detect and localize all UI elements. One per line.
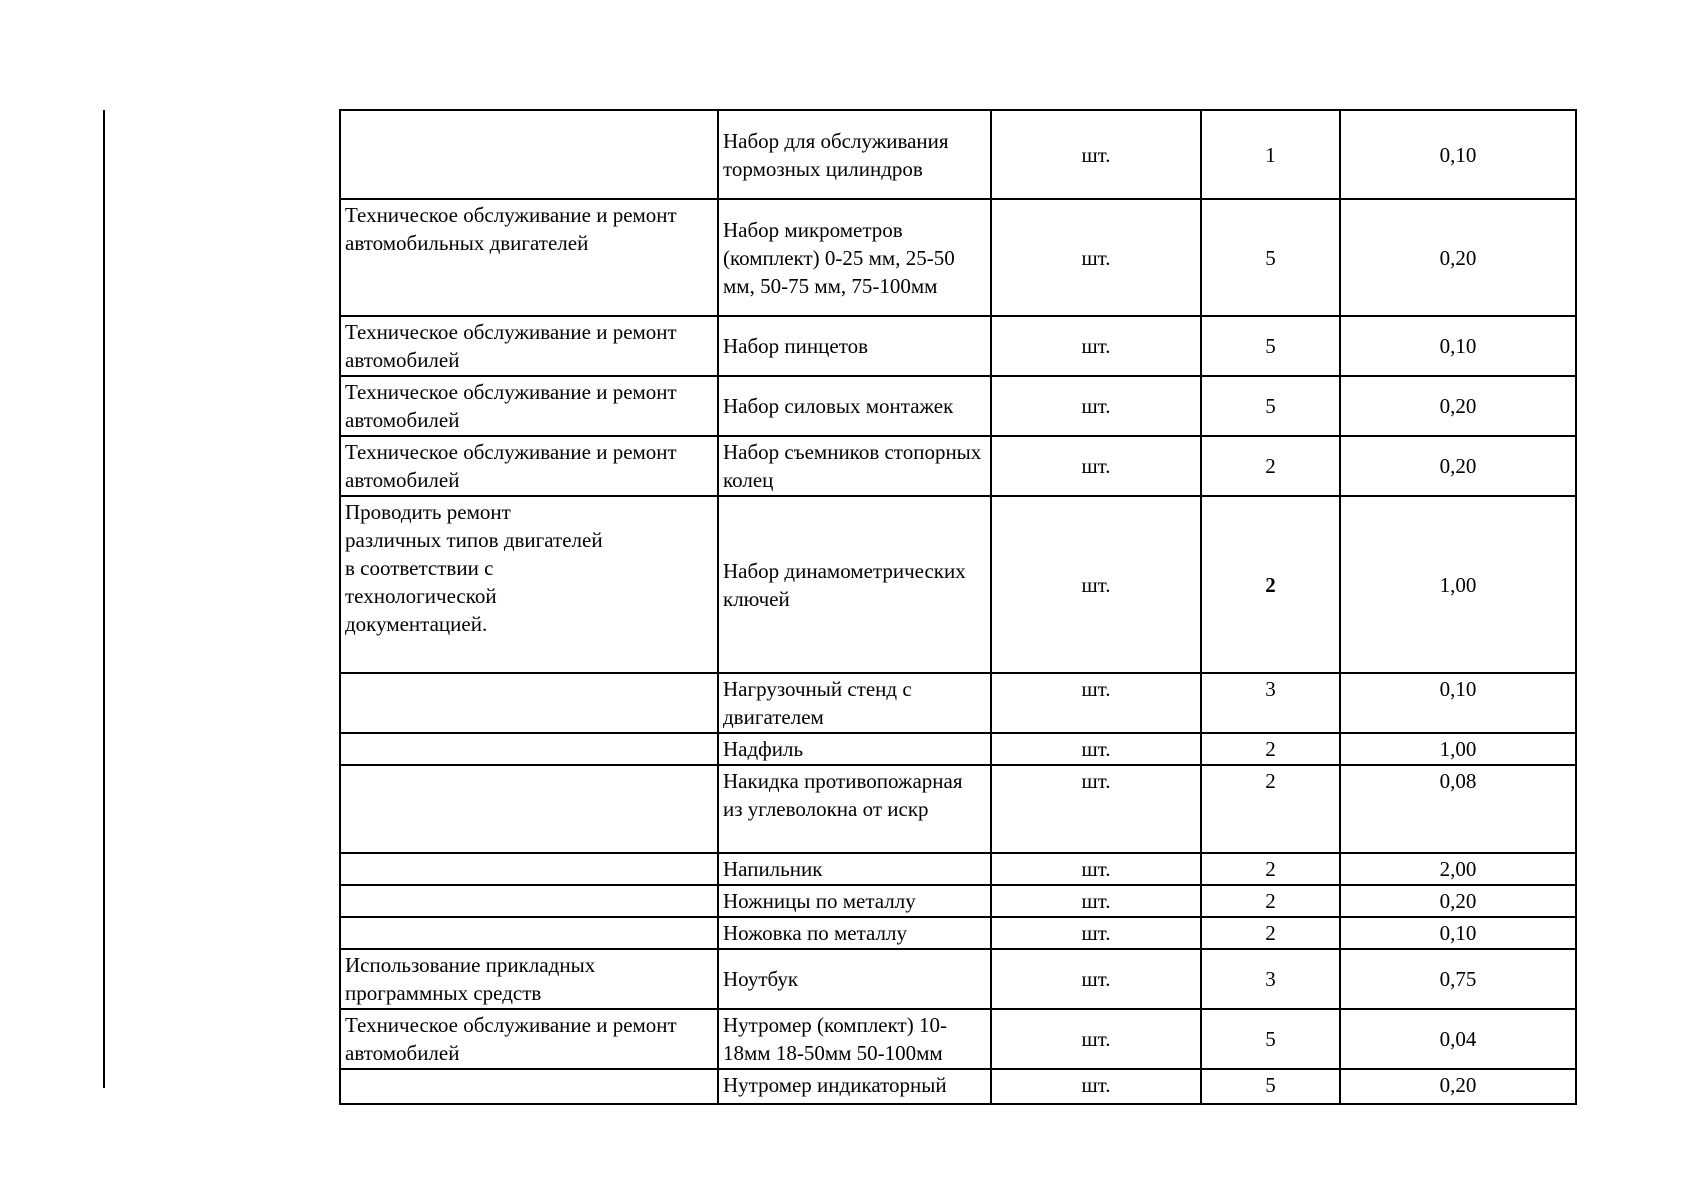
- competence-cell: Использование прикладных программных средств: [340, 949, 718, 1009]
- coefficient-cell: 0,04: [1340, 1009, 1576, 1069]
- table-row: [340, 376, 1576, 436]
- unit-cell: шт.: [991, 765, 1201, 853]
- unit-cell: шт.: [991, 199, 1201, 316]
- equipment-name-cell: Набор динамометрических ключей: [718, 496, 991, 673]
- competence-cell: [340, 917, 718, 949]
- quantity-cell: 5: [1201, 316, 1340, 376]
- equipment-name-cell: Нутромер индикаторный: [718, 1069, 991, 1104]
- coefficient-cell: 2,00: [1340, 853, 1576, 885]
- competence-cell: Техническое обслуживание и ремонт автомобильных двигателей: [340, 199, 718, 316]
- quantity-cell: 5: [1201, 376, 1340, 436]
- quantity-cell: 2: [1201, 436, 1340, 496]
- coefficient-cell: 0,10: [1340, 316, 1576, 376]
- coefficient-cell: 0,20: [1340, 436, 1576, 496]
- quantity-cell: 3: [1201, 673, 1340, 733]
- coefficient-cell: 0,10: [1340, 110, 1576, 199]
- coefficient-cell: 0,08: [1340, 765, 1576, 853]
- competence-cell: [340, 765, 718, 853]
- left-margin-line: [103, 110, 105, 1088]
- coefficient-cell: 0,20: [1340, 885, 1576, 917]
- table-row: [340, 673, 1576, 733]
- quantity-cell: 5: [1201, 199, 1340, 316]
- unit-cell: шт.: [991, 949, 1201, 1009]
- equipment-name-cell: Набор съемников стопорных колец: [718, 436, 991, 496]
- quantity-cell: 5: [1201, 1069, 1340, 1104]
- equipment-name-cell: Набор силовых монтажек: [718, 376, 991, 436]
- equipment-name-cell: Нутромер (комплект) 10-18мм 18-50мм 50-100мм: [718, 1009, 991, 1069]
- table-row: [340, 199, 1576, 316]
- coefficient-cell: 0,20: [1340, 199, 1576, 316]
- coefficient-cell: 1,00: [1340, 496, 1576, 673]
- competence-cell: Проводить ремонт различных типов двигателей в соответствии с технологической документацией.: [340, 496, 718, 673]
- coefficient-cell: 0,10: [1340, 917, 1576, 949]
- unit-cell: шт.: [991, 376, 1201, 436]
- coefficient-cell: 1,00: [1340, 733, 1576, 765]
- coefficient-cell: 0,10: [1340, 673, 1576, 733]
- quantity-cell: 2: [1201, 765, 1340, 853]
- quantity-cell: 2: [1201, 917, 1340, 949]
- equipment-name-cell: Накидка противопожарная из углеволокна от искр: [718, 765, 991, 853]
- unit-cell: шт.: [991, 316, 1201, 376]
- table-row: [340, 436, 1576, 496]
- equipment-name-cell: Ножовка по металлу: [718, 917, 991, 949]
- competence-cell: Техническое обслуживание и ремонт автомобилей: [340, 376, 718, 436]
- equipment-name-cell: Надфиль: [718, 733, 991, 765]
- quantity-cell: 1: [1201, 110, 1340, 199]
- competence-cell: [340, 853, 718, 885]
- table-row: [340, 917, 1576, 949]
- equipment-table: [339, 109, 1577, 1105]
- equipment-name-cell: Ножницы по металлу: [718, 885, 991, 917]
- table-row: [340, 1069, 1576, 1104]
- table-row: [340, 885, 1576, 917]
- unit-cell: шт.: [991, 110, 1201, 199]
- equipment-name-cell: Набор пинцетов: [718, 316, 991, 376]
- equipment-name-cell: Набор микрометров (комплект) 0-25 мм, 25-50 мм, 50-75 мм, 75-100мм: [718, 199, 991, 316]
- competence-cell: [340, 673, 718, 733]
- table-row: [340, 765, 1576, 853]
- competence-cell: Техническое обслуживание и ремонт автомобилей: [340, 316, 718, 376]
- table-row: [340, 949, 1576, 1009]
- equipment-name-cell: Нагрузочный стенд с двигателем: [718, 673, 991, 733]
- table-row: [340, 110, 1576, 199]
- unit-cell: шт.: [991, 436, 1201, 496]
- unit-cell: шт.: [991, 885, 1201, 917]
- coefficient-cell: 0,20: [1340, 1069, 1576, 1104]
- coefficient-cell: 0,20: [1340, 376, 1576, 436]
- table-row: [340, 733, 1576, 765]
- quantity-cell: 2: [1201, 853, 1340, 885]
- quantity-cell: 3: [1201, 949, 1340, 1009]
- unit-cell: шт.: [991, 1009, 1201, 1069]
- competence-cell: [340, 885, 718, 917]
- unit-cell: шт.: [991, 917, 1201, 949]
- unit-cell: шт.: [991, 1069, 1201, 1104]
- unit-cell: шт.: [991, 673, 1201, 733]
- equipment-name-cell: Напильник: [718, 853, 991, 885]
- unit-cell: шт.: [991, 496, 1201, 673]
- table-row: [340, 1009, 1576, 1069]
- quantity-cell: 2: [1201, 885, 1340, 917]
- quantity-cell: 5: [1201, 1009, 1340, 1069]
- table-row: [340, 853, 1576, 885]
- table-row: [340, 496, 1576, 673]
- competence-cell: Техническое обслуживание и ремонт автомобилей: [340, 1009, 718, 1069]
- coefficient-cell: 0,75: [1340, 949, 1576, 1009]
- competence-cell: [340, 110, 718, 199]
- quantity-cell: 2: [1201, 733, 1340, 765]
- equipment-name-cell: Набор для обслуживания тормозных цилиндров: [718, 110, 991, 199]
- unit-cell: шт.: [991, 733, 1201, 765]
- competence-cell: [340, 733, 718, 765]
- competence-cell: [340, 1069, 718, 1104]
- table-row: [340, 316, 1576, 376]
- quantity-cell: 2: [1201, 496, 1340, 673]
- equipment-name-cell: Ноутбук: [718, 949, 991, 1009]
- unit-cell: шт.: [991, 853, 1201, 885]
- competence-cell: Техническое обслуживание и ремонт автомобилей: [340, 436, 718, 496]
